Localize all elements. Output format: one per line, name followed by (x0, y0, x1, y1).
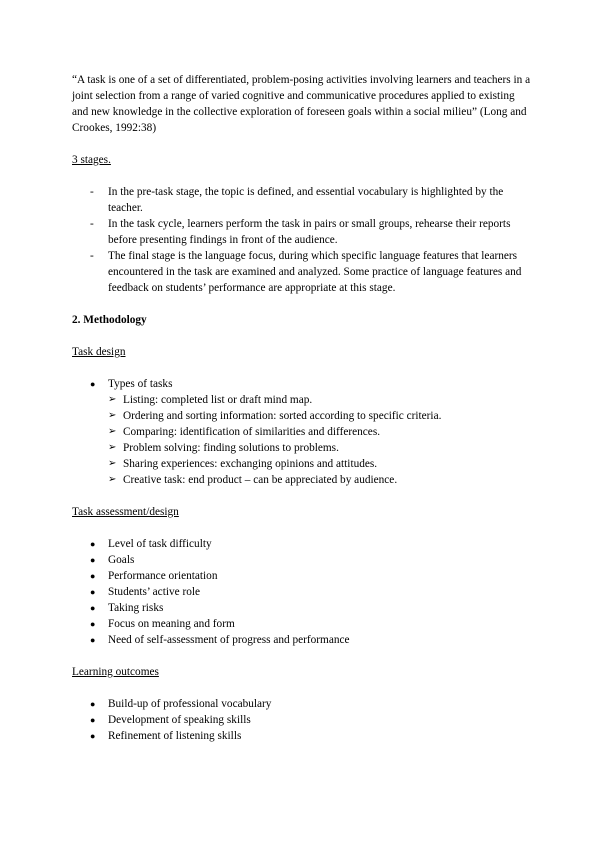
stages-list (72, 184, 532, 296)
learning-outcomes-heading: Learning outcomes (72, 666, 159, 678)
quote-text: “A task is one of a set of differentiated, problem-posing activities involving learners and teachers in a joint selection from a range of varied cognitive and communicative procedures applied to existing and new knowledge in the collective exploration of foreseen goals within a social milieu” (Long and Crookes, 1992:38) (72, 74, 531, 134)
list-item: ➢ Ordering and sorting information: sorted according to specific criteria. (108, 410, 442, 422)
list-item: ● Build-up of professional vocabulary (90, 698, 272, 710)
list-item: ● Development of speaking skills (90, 714, 251, 726)
list-item: ➢ Comparing: identification of similarities and differences. (108, 426, 381, 438)
task-subtypes-list (72, 392, 532, 488)
list-item: ● Goals (90, 554, 135, 566)
list-item: ● Taking risks (90, 602, 164, 614)
task-types-list (72, 376, 532, 392)
list-item: ● Types of tasks (90, 378, 173, 390)
list-item: ● Focus on meaning and form (90, 618, 235, 630)
list-item: - In the task cycle, learners perform the task in pairs or small groups, rehearse their reports before presenting findings in front of the audience. (90, 218, 511, 246)
stages-heading: 3 stages. (72, 154, 111, 166)
list-item: ➢ Sharing experiences: exchanging opinions and attitudes. (108, 458, 378, 470)
list-item: ● Need of self-assessment of progress and performance (90, 634, 350, 646)
list-item: ● Level of task difficulty (90, 538, 212, 550)
definition-quote (72, 72, 532, 136)
list-item: ● Refinement of listening skills (90, 730, 242, 742)
list-item: ➢ Listing: completed list or draft mind map. (108, 394, 313, 406)
task-assessment-list (72, 536, 532, 648)
learning-outcomes-list (72, 696, 532, 744)
list-item: ● Students’ active role (90, 586, 201, 598)
list-item: ➢ Creative task: end product – can be appreciated by audience. (108, 474, 398, 486)
task-assessment-heading: Task assessment/design (72, 506, 179, 518)
list-item: ● Performance orientation (90, 570, 218, 582)
list-item: - In the pre-task stage, the topic is defined, and essential vocabulary is highlighted by the teacher. (90, 186, 504, 214)
task-design-heading: Task design (72, 346, 126, 358)
methodology-heading: 2. Methodology (72, 314, 147, 326)
list-item: - The final stage is the language focus, during which specific language features that learners encountered in the task are examined and analyzed. Some practice of language features and feedback on students’ performance are appropriate at this stage. (90, 250, 522, 294)
list-item: ➢ Problem solving: finding solutions to problems. (108, 442, 339, 454)
